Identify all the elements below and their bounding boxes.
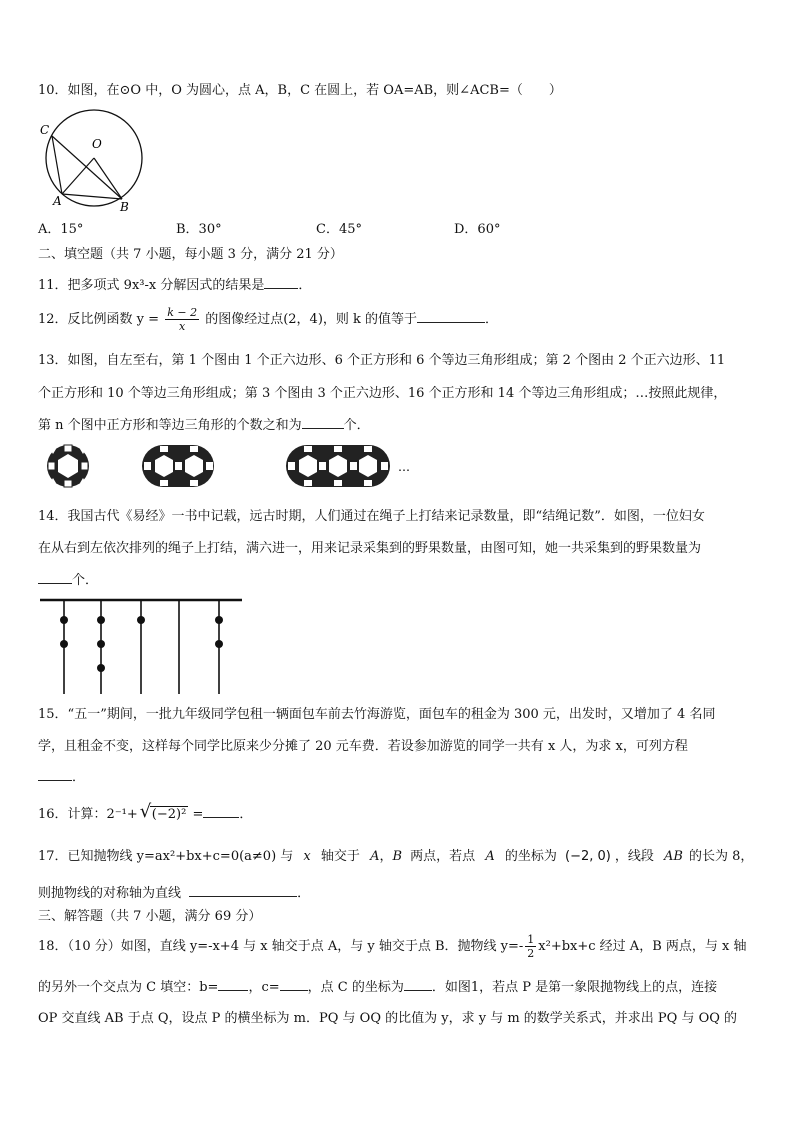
segment-ca [52,136,62,194]
q18-denominator: 2 [527,947,535,960]
q17-text-a: 17．已知抛物线 y=ax²+bx+c=0(a≠0) 与 [38,849,294,864]
q15-answer-blank [38,768,72,781]
q17-text-c: 两点，若点 [410,849,476,864]
q17-text-b: 轴交于 [320,849,360,864]
q17-a: A [370,849,380,864]
q12-mid: 的图像经过点(2，4)，则 k 的值等于 [205,312,418,327]
q13-line-1: 13．如图，自左至右，第 1 个图由 1 个正六边形、6 个正方形和 6 个等边三角形组成；第 2 个图由 2 个正六边形、11 [38,353,726,368]
q18-line-3: OP 交直线 AB 于点 Q，设点 P 的横坐标为 m．PQ 与 OQ 的比值为 y，求 y 与 m 的数学关系式，并求出 PQ 与 OQ 的 [38,1011,738,1026]
q11-answer-blank [264,276,298,289]
label-a: A [53,194,62,208]
q12-answer-blank [417,310,485,323]
q17-x: x [303,849,311,864]
segment-oa [62,158,94,194]
q13-line-3-text: 第 n 个图中正方形和等边三角形的个数之和为 [38,418,302,433]
q18-fraction [525,933,536,960]
q13-hexagon-pattern-figure [42,443,422,491]
q11 [38,276,311,295]
q18-blank-point-c [404,978,432,991]
q17-answer-blank [189,884,297,897]
pattern-2 [142,445,214,487]
q10-stem: 10．如图，在⊙O 中，O 为圆心，点 A，B，C 在圆上，若 OA=AB，则∠ACB=（ ） [38,83,562,98]
q13-ellipsis: … [398,460,410,474]
q12-numerator: k − 2 [167,306,198,319]
q18-line-2 [38,978,717,997]
q12-end: ． [485,312,499,327]
q17-end: ． [297,886,311,901]
knot [215,640,223,648]
q14-line-3-end: 个． [72,573,99,588]
q18-text-2c: ，点 C 的坐标为 [307,980,404,995]
q16-radicand: (−2)² [151,807,187,822]
q12 [38,306,498,334]
q16-prefix: 16．计算：2⁻¹+ [38,807,138,822]
q16-end: ． [239,807,253,822]
q17-text-e: ，线段 [614,849,654,864]
q18-numerator: 1 [527,933,535,946]
q18-line-1 [38,930,746,964]
segment-ob [94,158,122,199]
q14-line-1: 14．我国古代《易经》一书中记载，远古时期，人们通过在绳子上打结来记录数量，即“结绳记数”．如图，一位妇女 [38,509,705,524]
q13-line-2: 个正方形和 10 个等边三角形组成；第 3 个图由 3 个正六边形、16 个正方形和 14 个等边三角形组成；…按照此规律， [38,386,727,401]
q18-blank-c [280,978,308,991]
knot [60,640,68,648]
q11-end: ． [298,278,312,293]
q18-text-2b: ，c= [248,980,280,995]
label-b: B [120,200,129,214]
q15-line-3 [38,768,85,787]
label-o: O [92,137,102,151]
segment-cb [52,136,122,199]
q18-text-2d: ．如图1，若点 P 是第一象限抛物线上的点，连接 [431,980,718,995]
q13-answer-blank [302,416,344,429]
q10-option-c: C．45° [316,222,362,237]
knot [97,640,105,648]
q17-coord: (−2, 0) [565,849,611,864]
q16 [38,803,252,827]
knot [97,664,105,672]
q17-sep: ， [379,849,393,864]
q12-denominator: x [179,320,186,333]
q16-answer-blank [203,805,239,818]
q12-prefix: 12．反比例函数 y = [38,312,160,327]
knot [137,616,145,624]
q17-b: B [392,849,403,864]
label-c: C [40,123,50,137]
q18-blank-b [218,978,248,991]
q18-text-b: x²+bx+c 经过 A，B 两点，与 x 轴 [538,939,747,954]
q18-text-2a: 的另外一个交点为 C 填空：b= [38,980,219,995]
q18-text-a: 18．（10 分）如图，直线 y=-x+4 与 x 轴交于点 A，与 y 轴交于点 B．抛物线 y=- [38,939,524,954]
q10-option-b: B．30° [176,222,222,237]
q12-fraction [165,306,199,333]
q11-text: 11．把多项式 9x³-x 分解因式的结果是 [38,278,265,293]
q15-line-2: 学，且租金不变，这样每个同学比原来少分摊了 20 元车费．若设参加游览的同学一共有 x 人，为求 x，可列方程 [38,739,688,754]
q17-ab: AB [664,849,683,864]
pattern-1 [47,445,89,487]
q16-sqrt: √ (−2)² [139,801,187,822]
q14-line-3 [38,571,98,590]
q17-line-2-text: 则抛物线的对称轴为直线 [38,886,182,901]
segment-ab [62,194,122,199]
knot [60,616,68,624]
q13-line-3 [38,416,370,435]
q13-line-3-end: 个． [343,418,370,433]
q17-a2: A [485,849,495,864]
q17-line-1 [38,848,753,866]
q16-eq: = [188,807,204,822]
q17-text-f: 的长为 8， [688,849,754,864]
q15-line-1: 15．“五一”期间，一批九年级同学包租一辆面包车前去竹海游览，面包车的租金为 300 元，出发时，又增加了 4 名同 [38,707,716,722]
q10-option-d: D．60° [454,222,501,237]
q10-circle-figure [36,104,176,214]
pattern-3 [286,445,390,487]
knot [97,616,105,624]
q15-line-3-end: ． [72,770,86,785]
q17-line-2 [38,884,310,903]
knot [215,616,223,624]
q10-option-a: A．15° [38,222,84,237]
q14-knot-rope-figure [38,594,250,698]
q17-text-d: 的坐标为 [504,849,557,864]
section-3-heading: 三、解答题（共 7 小题，满分 69 分） [38,909,262,924]
section-2-heading: 二、填空题（共 7 小题，每小题 3 分，满分 21 分） [38,247,343,262]
q14-answer-blank [38,571,72,584]
q14-line-2: 在从右到左依次排列的绳子上打结，满六进一，用来记录采集到的野果数量，由图可知，她一共采集到的野果数量为 [38,541,702,556]
